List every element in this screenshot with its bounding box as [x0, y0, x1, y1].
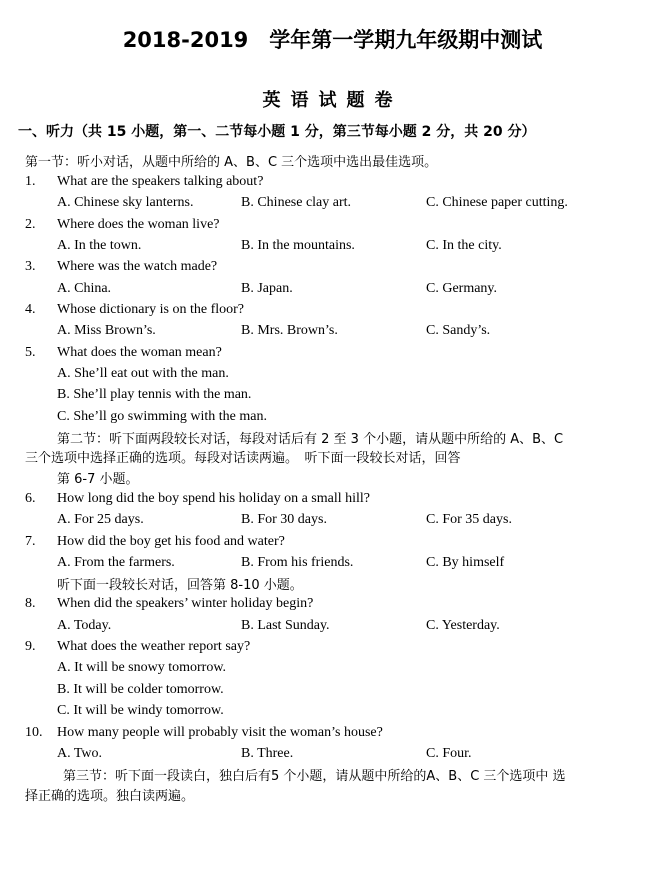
option-b: B. It will be colder tomorrow.: [57, 682, 224, 697]
option-a: A. In the town.: [57, 238, 142, 253]
option-b: B. Mrs. Brown’s.: [241, 323, 338, 338]
option-b: B. For 30 days.: [241, 512, 327, 527]
question-text: How long did the boy spend his holiday on a small hill?: [57, 491, 371, 506]
option-a: A. China.: [57, 281, 112, 296]
question-number: 4.: [25, 302, 36, 317]
option-c: C. For 35 days.: [426, 512, 512, 527]
option-b: B. Chinese clay art.: [241, 195, 352, 210]
option-c: C. She’ll go swimming with the man.: [57, 409, 267, 424]
question-text: How many people will probably visit the woman’s house?: [57, 725, 383, 740]
question-text: Where was the watch made?: [57, 259, 218, 274]
question-text: When did the speakers’ winter holiday begin?: [57, 596, 314, 611]
option-a: A. Today.: [57, 618, 112, 633]
section2-intro-line3: 第 6-7 小题。: [57, 472, 139, 487]
question-number: 2.: [25, 217, 36, 232]
option-a: A. For 25 days.: [57, 512, 144, 527]
part-heading-listening: 一、听力（共 15 小题，第一、二节每小题 1 分，第三节每小题 2 分，共 20 分）: [18, 124, 536, 140]
option-a: A. Chinese sky lanterns.: [57, 195, 194, 210]
option-c: C. Yesterday.: [426, 618, 500, 633]
question-number: 8.: [25, 596, 36, 611]
option-b: B. In the mountains.: [241, 238, 355, 253]
question-text: Where does the woman live?: [57, 217, 220, 232]
option-c: C. Chinese paper cutting.: [426, 195, 568, 210]
question-text: What are the speakers talking about?: [57, 174, 264, 189]
option-b: B. Last Sunday.: [241, 618, 330, 633]
option-c: C. Four.: [426, 746, 472, 761]
question-number: 1.: [25, 174, 36, 189]
section3-intro-line1: 第三节：听下面一段读白，独白后有5 个小题，请从题中所给的A、B、C 三个选项中 选: [63, 769, 566, 784]
option-a: A. Two.: [57, 746, 103, 761]
question-number: 3.: [25, 259, 36, 274]
section2-intro-line2: 三个选项中选择正确的选项。每段对话读两遍。 听下面一段较长对话，回答: [25, 451, 461, 466]
question-number: 10.: [25, 725, 43, 740]
option-b: B. From his friends.: [241, 555, 354, 570]
question-text: Whose dictionary is on the floor?: [57, 302, 245, 317]
question-text: What does the weather report say?: [57, 639, 251, 654]
option-b: B. She’ll play tennis with the man.: [57, 387, 252, 402]
option-a: A. Miss Brown’s.: [57, 323, 156, 338]
section2-dialog2-note: 听下面一段较长对话，回答第 8-10 小题。: [57, 578, 303, 593]
question-number: 7.: [25, 534, 36, 549]
question-number: 6.: [25, 491, 36, 506]
page-subtitle: 英语试题卷: [262, 90, 403, 111]
option-a: A. From the farmers.: [57, 555, 175, 570]
option-b: B. Japan.: [241, 281, 293, 296]
option-c: C. Germany.: [426, 281, 498, 296]
option-a: A. It will be snowy tomorrow.: [57, 660, 227, 675]
option-c: C. By himself: [426, 555, 505, 570]
question-text: How did the boy get his food and water?: [57, 534, 285, 549]
page-title: 2018-2019 学年第一学期九年级期中测试: [122, 28, 543, 52]
section3-intro-line2: 择正确的选项。独白读两遍。: [25, 789, 195, 804]
option-c: C. Sandy’s.: [426, 323, 491, 338]
section2-intro-line1: 第二节：听下面两段较长对话，每段对话后有 2 至 3 个小题，请从题中所给的 A、B、C: [57, 432, 564, 447]
question-number: 5.: [25, 345, 36, 360]
question-number: 9.: [25, 639, 36, 654]
option-a: A. She’ll eat out with the man.: [57, 366, 229, 381]
option-c: C. It will be windy tomorrow.: [57, 703, 224, 718]
option-b: B. Three.: [241, 746, 294, 761]
section1-intro: 第一节：听小对话，从题中所给的 A、B、C 三个选项中选出最佳选项。: [25, 155, 438, 170]
question-text: What does the woman mean?: [57, 345, 222, 360]
option-c: C. In the city.: [426, 238, 502, 253]
